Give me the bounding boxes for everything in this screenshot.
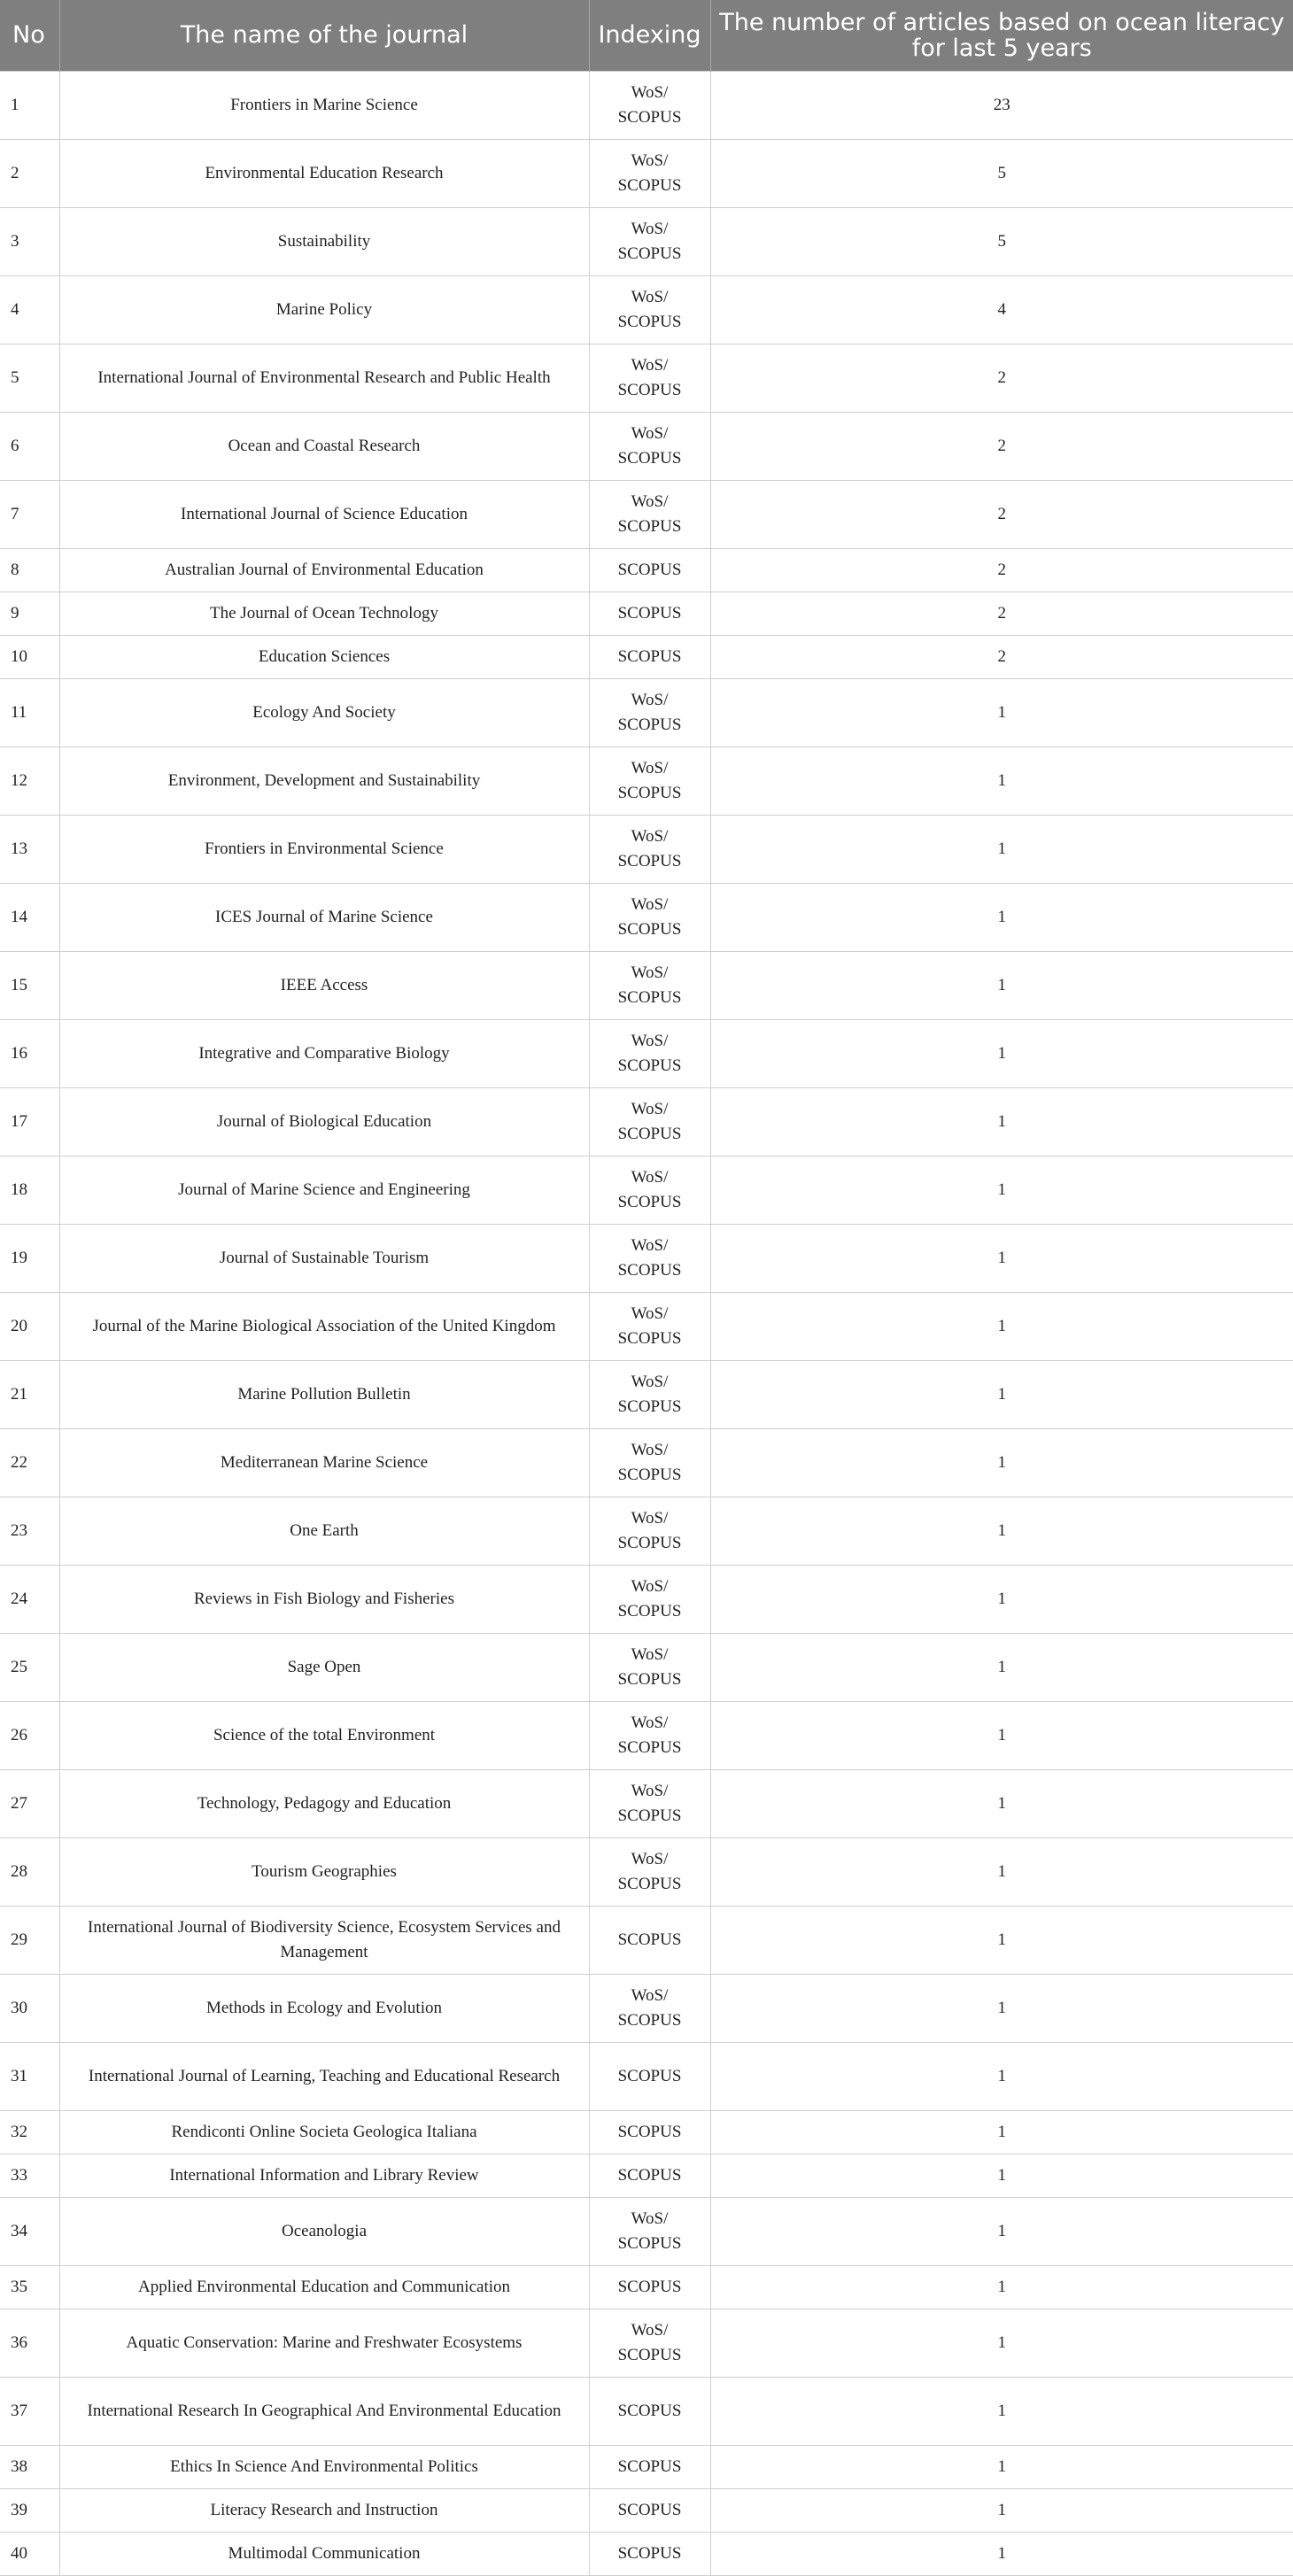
table-row [0, 2265, 1293, 2309]
cell-no: 27 [0, 1769, 59, 1837]
cell-indexing: SCOPUS [589, 2042, 710, 2110]
table-row [0, 480, 1293, 548]
table-row [0, 275, 1293, 344]
cell-no: 15 [0, 951, 59, 1019]
cell-article-count: 1 [710, 1701, 1293, 1769]
cell-journal-name: Marine Pollution Bulletin [59, 1360, 589, 1428]
cell-journal-name: Literacy Research and Instruction [59, 2488, 589, 2532]
table-row [0, 139, 1293, 207]
cell-journal-name: Aquatic Conservation: Marine and Freshwater Ecosystems [59, 2309, 589, 2377]
cell-indexing: WoS/ SCOPUS [589, 275, 710, 344]
table-row [0, 1087, 1293, 1156]
cell-journal-name: International Journal of Environmental Research and Public Health [59, 344, 589, 412]
table-row [0, 2154, 1293, 2197]
header-row [0, 0, 1293, 71]
cell-no: 2 [0, 139, 59, 207]
cell-indexing: WoS/ SCOPUS [589, 480, 710, 548]
cell-no: 34 [0, 2197, 59, 2265]
table-body [0, 71, 1293, 2575]
cell-journal-name: International Research In Geographical And Environmental Education [59, 2377, 589, 2445]
cell-no: 39 [0, 2488, 59, 2532]
cell-journal-name: Education Sciences [59, 635, 589, 678]
cell-no: 31 [0, 2042, 59, 2110]
cell-no: 14 [0, 883, 59, 951]
table-row [0, 71, 1293, 139]
cell-indexing: SCOPUS [589, 548, 710, 592]
cell-article-count: 1 [710, 2197, 1293, 2265]
cell-indexing: WoS/ SCOPUS [589, 139, 710, 207]
cell-no: 9 [0, 592, 59, 635]
cell-journal-name: ICES Journal of Marine Science [59, 883, 589, 951]
cell-no: 38 [0, 2445, 59, 2488]
table-row [0, 1019, 1293, 1087]
cell-article-count: 1 [710, 746, 1293, 815]
cell-article-count: 1 [710, 1087, 1293, 1156]
cell-indexing: SCOPUS [589, 592, 710, 635]
cell-indexing: SCOPUS [589, 635, 710, 678]
cell-journal-name: Frontiers in Marine Science [59, 71, 589, 139]
cell-journal-name: Methods in Ecology and Evolution [59, 1974, 589, 2042]
cell-journal-name: Journal of Biological Education [59, 1087, 589, 1156]
table-row [0, 1701, 1293, 1769]
cell-article-count: 1 [710, 815, 1293, 883]
table-row [0, 1565, 1293, 1633]
cell-indexing: SCOPUS [589, 2110, 710, 2154]
cell-article-count: 1 [710, 2265, 1293, 2309]
table-header [0, 0, 1293, 71]
cell-no: 16 [0, 1019, 59, 1087]
cell-article-count: 2 [710, 480, 1293, 548]
cell-no: 28 [0, 1837, 59, 1906]
cell-journal-name: Reviews in Fish Biology and Fisheries [59, 1565, 589, 1633]
cell-no: 4 [0, 275, 59, 344]
cell-article-count: 1 [710, 2532, 1293, 2575]
table-row [0, 2042, 1293, 2110]
cell-no: 30 [0, 1974, 59, 2042]
cell-journal-name: One Earth [59, 1497, 589, 1565]
cell-no: 26 [0, 1701, 59, 1769]
table-row [0, 2197, 1293, 2265]
cell-journal-name: International Journal of Science Education [59, 480, 589, 548]
cell-journal-name: Sage Open [59, 1633, 589, 1701]
header-article-count: The number of articles based on ocean literacy for last 5 years [710, 0, 1293, 71]
cell-indexing: WoS/ SCOPUS [589, 1974, 710, 2042]
cell-article-count: 23 [710, 71, 1293, 139]
header-no: No [0, 0, 59, 71]
cell-indexing: WoS/ SCOPUS [589, 1292, 710, 1360]
cell-journal-name: Ethics In Science And Environmental Politics [59, 2445, 589, 2488]
header-journal-name: The name of the journal [59, 0, 589, 71]
cell-indexing: SCOPUS [589, 2154, 710, 2197]
cell-journal-name: Sustainability [59, 207, 589, 275]
cell-article-count: 1 [710, 951, 1293, 1019]
cell-article-count: 5 [710, 139, 1293, 207]
table-row [0, 2309, 1293, 2377]
cell-indexing: WoS/ SCOPUS [589, 678, 710, 746]
cell-article-count: 1 [710, 1156, 1293, 1224]
table-row [0, 1428, 1293, 1497]
cell-journal-name: Rendiconti Online Societa Geologica Italiana [59, 2110, 589, 2154]
cell-no: 17 [0, 1087, 59, 1156]
cell-journal-name: Marine Policy [59, 275, 589, 344]
cell-article-count: 1 [710, 1565, 1293, 1633]
cell-article-count: 1 [710, 2377, 1293, 2445]
cell-no: 35 [0, 2265, 59, 2309]
cell-article-count: 1 [710, 1906, 1293, 1974]
cell-article-count: 1 [710, 1360, 1293, 1428]
cell-journal-name: Environment, Development and Sustainability [59, 746, 589, 815]
table-row [0, 412, 1293, 480]
cell-indexing: WoS/ SCOPUS [589, 1360, 710, 1428]
cell-article-count: 1 [710, 2488, 1293, 2532]
cell-journal-name: Frontiers in Environmental Science [59, 815, 589, 883]
cell-indexing: WoS/ SCOPUS [589, 746, 710, 815]
cell-no: 11 [0, 678, 59, 746]
cell-article-count: 1 [710, 1224, 1293, 1292]
cell-indexing: SCOPUS [589, 1906, 710, 1974]
table-row [0, 951, 1293, 1019]
cell-no: 21 [0, 1360, 59, 1428]
cell-article-count: 1 [710, 883, 1293, 951]
table-row [0, 1497, 1293, 1565]
table-row [0, 344, 1293, 412]
table-row [0, 2377, 1293, 2445]
table-row [0, 2445, 1293, 2488]
table-row [0, 678, 1293, 746]
cell-no: 25 [0, 1633, 59, 1701]
cell-no: 5 [0, 344, 59, 412]
table-row [0, 746, 1293, 815]
cell-indexing: WoS/ SCOPUS [589, 883, 710, 951]
cell-indexing: SCOPUS [589, 2377, 710, 2445]
table-row [0, 207, 1293, 275]
cell-journal-name: IEEE Access [59, 951, 589, 1019]
cell-indexing: WoS/ SCOPUS [589, 2309, 710, 2377]
table-row [0, 1769, 1293, 1837]
cell-indexing: WoS/ SCOPUS [589, 951, 710, 1019]
cell-article-count: 1 [710, 1292, 1293, 1360]
cell-article-count: 2 [710, 548, 1293, 592]
cell-indexing: WoS/ SCOPUS [589, 1497, 710, 1565]
table-row [0, 1292, 1293, 1360]
cell-no: 33 [0, 2154, 59, 2197]
cell-no: 7 [0, 480, 59, 548]
cell-indexing: WoS/ SCOPUS [589, 1224, 710, 1292]
table-row [0, 1974, 1293, 2042]
cell-article-count: 4 [710, 275, 1293, 344]
cell-article-count: 2 [710, 592, 1293, 635]
cell-journal-name: Oceanologia [59, 2197, 589, 2265]
cell-article-count: 1 [710, 1633, 1293, 1701]
cell-indexing: WoS/ SCOPUS [589, 1769, 710, 1837]
cell-no: 13 [0, 815, 59, 883]
table-row [0, 1360, 1293, 1428]
cell-article-count: 1 [710, 2309, 1293, 2377]
table-row [0, 548, 1293, 592]
cell-indexing: WoS/ SCOPUS [589, 1156, 710, 1224]
header-indexing: Indexing [589, 0, 710, 71]
table-row [0, 1633, 1293, 1701]
cell-no: 37 [0, 2377, 59, 2445]
cell-indexing: SCOPUS [589, 2265, 710, 2309]
cell-no: 22 [0, 1428, 59, 1497]
cell-article-count: 1 [710, 2154, 1293, 2197]
cell-journal-name: Tourism Geographies [59, 1837, 589, 1906]
cell-indexing: WoS/ SCOPUS [589, 1019, 710, 1087]
cell-no: 6 [0, 412, 59, 480]
cell-no: 29 [0, 1906, 59, 1974]
cell-no: 23 [0, 1497, 59, 1565]
cell-no: 10 [0, 635, 59, 678]
cell-indexing: WoS/ SCOPUS [589, 1428, 710, 1497]
cell-indexing: SCOPUS [589, 2488, 710, 2532]
cell-indexing: WoS/ SCOPUS [589, 1837, 710, 1906]
cell-article-count: 2 [710, 344, 1293, 412]
cell-article-count: 1 [710, 2445, 1293, 2488]
cell-indexing: SCOPUS [589, 2445, 710, 2488]
cell-article-count: 1 [710, 1974, 1293, 2042]
cell-article-count: 1 [710, 2042, 1293, 2110]
table-row [0, 1156, 1293, 1224]
cell-journal-name: Multimodal Communication [59, 2532, 589, 2575]
cell-journal-name: Technology, Pedagogy and Education [59, 1769, 589, 1837]
table-row [0, 2532, 1293, 2575]
table-row [0, 883, 1293, 951]
cell-no: 1 [0, 71, 59, 139]
table-row [0, 2488, 1293, 2532]
cell-journal-name: Journal of Sustainable Tourism [59, 1224, 589, 1292]
table-row [0, 815, 1293, 883]
cell-journal-name: Applied Environmental Education and Communication [59, 2265, 589, 2309]
table-row [0, 592, 1293, 635]
cell-no: 12 [0, 746, 59, 815]
cell-article-count: 1 [710, 1837, 1293, 1906]
cell-indexing: WoS/ SCOPUS [589, 815, 710, 883]
cell-journal-name: Australian Journal of Environmental Education [59, 548, 589, 592]
table-row [0, 2110, 1293, 2154]
cell-article-count: 1 [710, 1769, 1293, 1837]
cell-no: 18 [0, 1156, 59, 1224]
cell-journal-name: International Journal of Biodiversity Science, Ecosystem Services and Management [59, 1906, 589, 1974]
cell-journal-name: Mediterranean Marine Science [59, 1428, 589, 1497]
cell-journal-name: Ecology And Society [59, 678, 589, 746]
cell-journal-name: Journal of Marine Science and Engineering [59, 1156, 589, 1224]
cell-article-count: 2 [710, 635, 1293, 678]
cell-journal-name: The Journal of Ocean Technology [59, 592, 589, 635]
cell-indexing: WoS/ SCOPUS [589, 207, 710, 275]
cell-no: 24 [0, 1565, 59, 1633]
cell-no: 40 [0, 2532, 59, 2575]
cell-indexing: WoS/ SCOPUS [589, 1633, 710, 1701]
cell-no: 19 [0, 1224, 59, 1292]
cell-journal-name: Science of the total Environment [59, 1701, 589, 1769]
cell-article-count: 1 [710, 1497, 1293, 1565]
table-row [0, 1837, 1293, 1906]
cell-indexing: WoS/ SCOPUS [589, 1087, 710, 1156]
cell-journal-name: Integrative and Comparative Biology [59, 1019, 589, 1087]
table-row [0, 1906, 1293, 1974]
cell-no: 3 [0, 207, 59, 275]
cell-article-count: 2 [710, 412, 1293, 480]
cell-no: 36 [0, 2309, 59, 2377]
cell-journal-name: Ocean and Coastal Research [59, 412, 589, 480]
cell-journal-name: Environmental Education Research [59, 139, 589, 207]
cell-indexing: SCOPUS [589, 2532, 710, 2575]
cell-journal-name: International Information and Library Review [59, 2154, 589, 2197]
cell-indexing: WoS/ SCOPUS [589, 71, 710, 139]
cell-indexing: WoS/ SCOPUS [589, 1565, 710, 1633]
table-row [0, 635, 1293, 678]
cell-article-count: 1 [710, 1019, 1293, 1087]
cell-no: 8 [0, 548, 59, 592]
cell-indexing: WoS/ SCOPUS [589, 2197, 710, 2265]
cell-article-count: 5 [710, 207, 1293, 275]
cell-indexing: WoS/ SCOPUS [589, 344, 710, 412]
cell-article-count: 1 [710, 1428, 1293, 1497]
table-row [0, 1224, 1293, 1292]
cell-indexing: WoS/ SCOPUS [589, 1701, 710, 1769]
cell-journal-name: Journal of the Marine Biological Association of the United Kingdom [59, 1292, 589, 1360]
cell-article-count: 1 [710, 678, 1293, 746]
cell-no: 32 [0, 2110, 59, 2154]
cell-article-count: 1 [710, 2110, 1293, 2154]
cell-journal-name: International Journal of Learning, Teaching and Educational Research [59, 2042, 589, 2110]
cell-indexing: WoS/ SCOPUS [589, 412, 710, 480]
cell-no: 20 [0, 1292, 59, 1360]
